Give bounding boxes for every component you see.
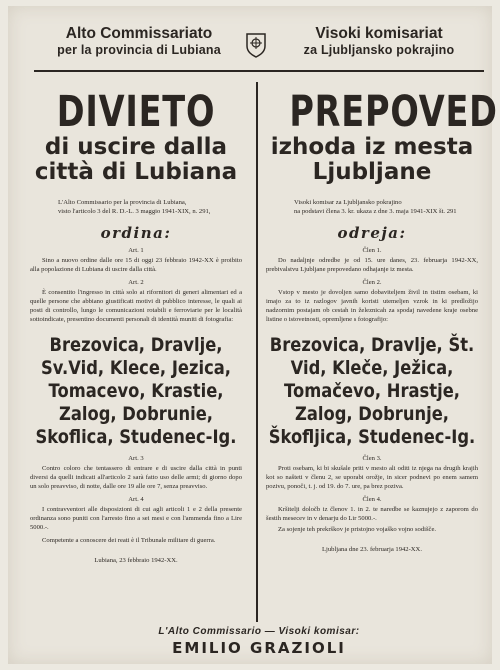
slovene-art4-title: Člen 4. <box>362 496 382 503</box>
slovene-art1-title: Člen 1. <box>362 247 382 254</box>
slovene-column <box>266 87 498 553</box>
slovene-intro-2: na podstavi člena 3. kr. ukaza z dne 3. maja 1941-XIX št. 291 <box>294 208 457 215</box>
slovene-decree: odreja: <box>337 224 407 242</box>
italian-intro <box>58 198 242 216</box>
italian-intro-2: visto l'articolo 3 del R. D.-L. 3 maggio 1941-XIX, n. 291, <box>58 208 211 215</box>
signature-label: L'Alto Commissario — Visoki komisar: <box>158 626 360 637</box>
slovene-subtitle-1: izhoda iz mesta <box>270 134 474 160</box>
header-italian <box>34 26 244 58</box>
italian-decree: ordina: <box>100 224 172 242</box>
italian-title: DIVIETO <box>56 87 216 137</box>
coat-of-arms-icon <box>245 32 267 58</box>
slovene-art3-title: Člen 3. <box>362 455 382 462</box>
italian-art4-text: I contravventori alle disposizioni di cui agli articoli 1 e 2 della presente ordinanza sono puniti con l'arresto fino a sei mesi e con l'ammenda fino a Lire 5000.-. <box>30 506 242 531</box>
poster <box>8 6 498 664</box>
slovene-art1-text: Do nadaljnje odredbe je od 15. ure danes, 23. februarja 1942-XX, prebivalstvu Ljubljane prepovedano odhajanje iz mesta. <box>266 257 478 273</box>
italian-art4-title: Art. 4 <box>128 496 144 503</box>
slovene-art2-text: Vstop v mesto je dovoljen samo dobaviteljem živil in tistim osebam, ki imajo za to iz razlogov javnih koristi utemeljen vzrok in ki predložijo nadzornim postajam ob cestah in železnicah za spodaj navedene kraje osebne listine o istovetnosti, opremljene s fotografijo: <box>266 289 478 323</box>
italian-art1-title: Art. 1 <box>128 247 144 254</box>
slovene-date: Ljubljana dne 23. februarja 1942-XX. <box>322 546 422 553</box>
slovene-art4-text: Kršitelji določb iz členov 1. in 2. te naredbe se kaznujejo z zaporom do šestih mesecev in v denarju do Lir 5000.-. <box>266 506 478 522</box>
italian-competence: Competente a conoscere dei reati è il Tribunale militare di guerra. <box>42 537 216 544</box>
slovene-intro-1: Visoki komisar za Ljubljansko pokrajino <box>294 199 402 206</box>
slovene-title: PREPOVED <box>289 87 498 137</box>
slovene-places: Brezovica, Dravlje, Št. Vid, Kleče, Ježica, Tomačevo, Hrastje, Zalog, Dobrunje, Škofljica, Studenec-Ig. <box>268 334 476 448</box>
italian-art1-text: Sino a nuovo ordine dalle ore 15 di oggi 23 febbraio 1942-XX è proibito alla popolazione di Lubiana di uscire dalla città. <box>30 257 242 273</box>
poster-header <box>34 26 484 72</box>
header-slovene-line2: za Ljubljansko pokrajino <box>303 43 455 57</box>
signatory-name: EMILIO GRAZIOLI <box>172 639 346 657</box>
italian-subtitle-1: di uscire dalla <box>44 134 228 160</box>
italian-column <box>30 87 242 564</box>
header-italian-line2: per la provincia di Lubiana <box>57 43 221 57</box>
italian-date: Lubiana, 23 febbraio 1942-XX. <box>94 557 178 564</box>
slovene-competence: Za sojenje teh prekrškov je pristojno vojaško vojno sodišče. <box>278 526 437 533</box>
italian-art2-title: Art. 2 <box>128 279 144 286</box>
column-divider <box>256 82 258 622</box>
italian-art3-title: Art. 3 <box>128 455 144 462</box>
slovene-intro <box>294 198 478 216</box>
header-italian-line1: Alto Commissariato <box>65 25 213 42</box>
italian-places: Brezovica, Dravlje, Sv.Vid, Klece, Jezica, Tomacevo, Krastie, Zalog, Dobrunie, Skoflica, Studenec-Ig. <box>35 334 237 448</box>
header-slovene <box>274 26 484 58</box>
poster-footer <box>34 626 484 657</box>
italian-art2-text: È consentito l'ingresso in città solo ai rifornitori di generi alimentari ed a quelle persone che abbiano giustificati motivi di pubblico interesse, le quali ai posti di controllo, lungo le comunicazioni rotabili e ferroviarie per le località sottoindicate, presentino documenti personali di identità muniti di fotografia: <box>30 289 242 323</box>
slovene-subtitle-2: Ljubljane <box>312 159 432 185</box>
italian-intro-1: L'Alto Commissario per la provincia di Lubiana, <box>58 199 187 206</box>
italian-art3-text: Contro coloro che tentassero di entrare e di uscire dalla città in punti diversi da quelli indicati all'articolo 2 sarà fatto uso delle armi; di giorno dopo un solo preavviso, di notte, dalle ore 19 alle ore 7, senza preavviso. <box>30 465 242 490</box>
header-slovene-line1: Visoki komisariat <box>315 25 443 42</box>
slovene-art3-text: Proti osebam, ki bi skušale priti v mesto ali oditi iz njega na drugih krajih kot so našteti v členu 2, se uporabi orožje, in sicer podnevi po enem samem pozivu, ponoči, t. j. od 19. do 7. ure, pa brez poziva. <box>266 465 478 490</box>
slovene-art2-title: Člen 2. <box>362 279 382 286</box>
italian-subtitle-2: città di Lubiana <box>34 159 238 185</box>
